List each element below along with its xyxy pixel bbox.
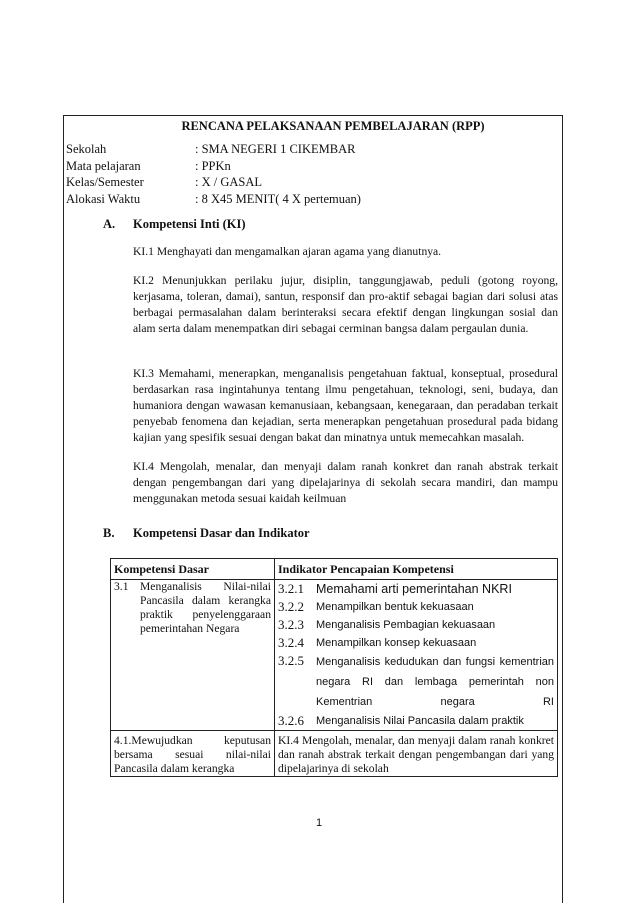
indicator-number: 3.2.5	[278, 653, 304, 668]
indicator-cell	[275, 731, 558, 777]
ki-2-paragraph: KI.2 Menunjukkan perilaku jujur, disiplin, tanggungjawab, peduli (gotong royong, kerjasama, toleran, damai), santun, responsif dan pro-aktif sebagai bagian dari solusi atas berbagai permasalahan dalam berinteraksi secara efektif dengan lingkungan sosial dan alam serta dalam menempatkan diri sebagai cerminan bangsa dalam pergaulan dunia.	[133, 274, 558, 335]
info-label: Mata pelajaran	[66, 158, 141, 173]
indicator-item	[278, 598, 554, 616]
indicator-text: Menganalisis Pembagian kekuasaan	[316, 619, 496, 631]
ki-4-paragraph: KI.4 Mengolah, menalar, dan menyaji dalam ranah konkret dan ranah abstrak terkait dengan pengembangan dari yang dipelajarinya di sekolah secara mandiri, dan mampu menggunakan metoda sesuai kaidah keilmuan	[133, 460, 558, 505]
indicator-number: 3.2.2	[278, 599, 304, 614]
section-b-heading	[103, 526, 310, 541]
page-title: RENCANA PELAKSANAAN PEMBELAJARAN (RPP)	[181, 119, 485, 133]
info-row-kelas	[66, 174, 361, 191]
kd-number: 3.1	[114, 580, 129, 593]
table-header-row	[111, 559, 558, 580]
indicator-item	[278, 634, 554, 652]
indicator-number: 3.2.3	[278, 617, 304, 632]
indicator-item	[278, 580, 554, 598]
section-title: Kompetensi Dasar dan Indikator	[133, 526, 310, 540]
header-kompetensi-dasar: Kompetensi Dasar	[111, 559, 275, 580]
info-label: Sekolah	[66, 142, 107, 156]
indicator-text: KI.4 Mengolah, menalar, dan menyaji dalam ranah konkret dan ranah abstrak terkait dengan pengembangan dari yang dipelajarinya di sekolah	[278, 734, 554, 775]
table-row	[111, 731, 558, 777]
info-value: : PPKn	[195, 158, 231, 173]
kd-indicator-table	[110, 558, 558, 777]
section-a-heading	[103, 217, 246, 232]
info-value: : SMA NEGERI 1 CIKEMBAR	[195, 142, 356, 156]
kd-cell	[111, 731, 275, 777]
indicator-number: 3.2.1	[278, 581, 304, 596]
indicator-cell	[275, 580, 558, 731]
indicator-text: Menampilkan konsep kekuasaan	[316, 637, 477, 649]
info-row-alokasi	[66, 191, 361, 208]
info-value: : X / GASAL	[195, 175, 263, 189]
indicator-text: Menganalisis Nilai Pancasila dalam praktik	[316, 715, 524, 727]
kd-text: 4.1.Mewujudkan keputusan bersama sesuai nilai-nilai Pancasila dalam kerangka	[114, 734, 271, 775]
table-row	[111, 580, 558, 731]
section-number: A.	[103, 217, 116, 231]
indicator-item	[278, 652, 554, 712]
info-label: Kelas/Semester	[66, 175, 144, 189]
info-row-sekolah	[66, 141, 361, 158]
indicator-text: Menganalisis kedudukan dan fungsi kementrian negara RI dan lembaga pemerintah non Kementrian negara RI	[316, 656, 554, 708]
indicator-item	[278, 712, 554, 730]
section-title: Kompetensi Inti (KI)	[133, 217, 246, 231]
info-block	[66, 141, 361, 207]
indicator-number: 3.2.4	[278, 635, 304, 650]
info-row-mapel	[66, 158, 361, 175]
header-indikator: Indikator Pencapaian Kompetensi	[275, 559, 558, 580]
indicator-number: 3.2.6	[278, 713, 304, 728]
kd-item	[114, 580, 271, 636]
ki-1-paragraph: KI.1 Menghayati dan mengamalkan ajaran agama yang dianutnya.	[133, 245, 442, 258]
section-number: B.	[103, 526, 115, 540]
indicator-text: Memahami arti pemerintahan NKRI	[316, 582, 512, 596]
indicator-text: Menampilkan bentuk kekuasaan	[316, 601, 474, 613]
ki-3-paragraph: KI.3 Memahami, menerapkan, menganalisis pengetahuan faktual, konseptual, prosedural berdasarkan rasa ingintahunya tentang ilmu pengetahuan, teknologi, seni, budaya, dan humaniora dengan wawasan kemanusiaan, kebangsaan, kenegaraan, dan peradaban terkait penyebab fenomena dan kejadian, serta menerapkan pengetahuan prosedural pada bidang kajian yang spesifik sesuai dengan bakat dan minatnya untuk memecahkan masalah.	[133, 367, 558, 444]
info-label: Alokasi Waktu	[66, 191, 141, 206]
indicator-item	[278, 616, 554, 634]
document-frame	[63, 115, 563, 903]
kd-text: Menganalisis Nilai-nilai Pancasila dalam kerangka praktik penyelenggaraan pemerintahan Negara	[140, 580, 271, 635]
kd-cell	[111, 580, 275, 731]
info-value: : 8 X45 MENIT( 4 X pertemuan)	[195, 191, 361, 206]
page-number: 1	[315, 817, 323, 829]
